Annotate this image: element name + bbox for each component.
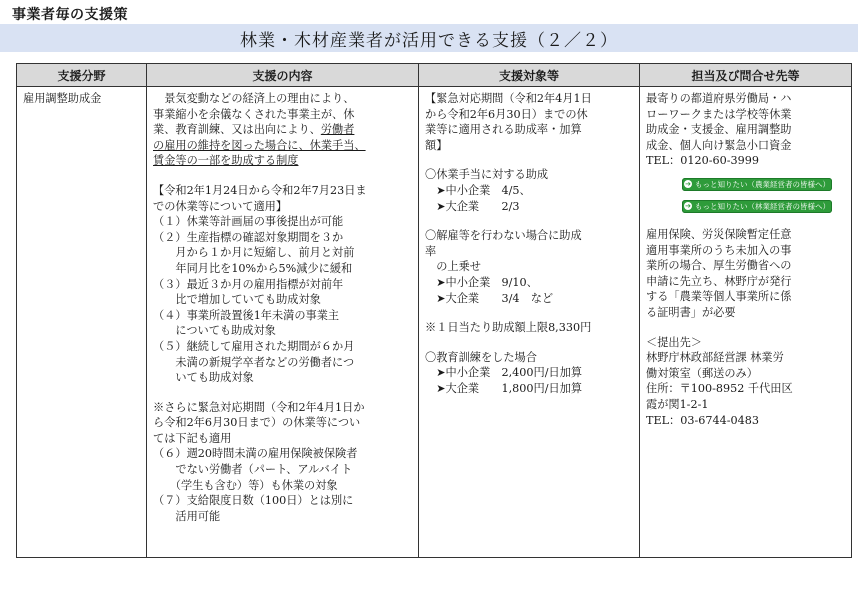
contact-address: 霞が関1-2-1 [646, 397, 709, 411]
content-line: 月から１か月に短縮し、前月と対前 [153, 246, 355, 260]
content-line: 事業縮小を余儀なくされた事業主が、休 [153, 107, 355, 121]
contact-phone: TEL：0120-60-3999 [646, 154, 759, 168]
arrow-right-icon: ➔ [685, 180, 691, 189]
target-line: 率 [425, 244, 437, 258]
target-line: ➤大企業 1,800円/日加算 [425, 381, 583, 395]
contact-line: 最寄りの都道府県労働局・ハ [646, 92, 792, 105]
content-line: についても助成対象 [153, 324, 276, 338]
content-line: （４）事業所設置後1年未満の事業主 [153, 308, 340, 322]
target-line: 〇教育訓練をした場合 [425, 350, 537, 364]
more-info-farm-label: もっと知りたい（農業経営者の皆様へ） [695, 179, 830, 189]
cell-content [147, 87, 419, 558]
content-line: 未満の新規学卒者などの労働者につ [153, 355, 355, 369]
target-line: ➤中小企業 9/10、 [425, 275, 538, 289]
contact-phone: TEL：03-6744-0483 [646, 413, 759, 427]
content-line: （５）継続して雇用された期間が６か月 [153, 339, 355, 353]
content-line: （７）支給限度日数（100日）とは別に [153, 494, 354, 508]
field-name: 雇用調整助成金 [23, 92, 102, 105]
header-content: 支援の内容 [147, 64, 419, 87]
more-info-forest-label: もっと知りたい（林業経営者の皆様へ） [695, 201, 830, 211]
content-line: でない労働者（パート、アルバイト [153, 463, 353, 477]
table-row [17, 87, 852, 558]
content-line: での休業等について適用】 [153, 199, 288, 213]
contact-line: 働対策室（郵送のみ） [646, 366, 758, 380]
target-line: ※１日当たり助成額上限8,330円 [425, 321, 592, 335]
target-line: 【緊急対応期間（令和2年4月1日 [425, 92, 592, 105]
content-line: ※さらに緊急対応期間（令和2年4月1日か [153, 400, 365, 414]
content-line: （６）週20時間未満の雇用保険被保険者 [153, 447, 358, 461]
content-line: 比で増加していても助成対象 [153, 293, 321, 307]
content-line: ては下記も適用 [153, 431, 232, 445]
content-line: 【令和2年1月24日から令和2年7月23日ま [153, 183, 367, 197]
contact-line: する「農業等個人事業所に係 [646, 290, 792, 304]
content-line [153, 122, 412, 138]
contact-line: ローワークまたは学校等休業 [646, 107, 792, 121]
header-contact: 担当及び問合せ先等 [640, 64, 852, 87]
target-line: 〇解雇等を行わない場合に助成 [425, 229, 582, 243]
target-line: ➤大企業 3/4 など [425, 291, 554, 305]
contact-line: 雇用保険、労災保険暫定任意 [646, 227, 792, 241]
cell-target [419, 87, 640, 558]
table-header-row [17, 64, 852, 87]
content-line: （２）生産指標の確認対象期間を３か [153, 230, 344, 244]
contact-line: 成金、個人向け緊急小口資金 [646, 138, 792, 152]
target-line: の上乗せ [425, 260, 481, 274]
contact-line: 業所の場合、厚生労働省への [646, 259, 792, 273]
target-line: ➤大企業 2/3 [425, 199, 520, 213]
content-text: 業、教育訓練、又は出向により、 [153, 123, 321, 137]
content-underlined: 賃金等の一部を助成する制度 [153, 154, 299, 168]
support-table [16, 63, 852, 558]
cell-contact [640, 87, 852, 558]
more-info-forest-button[interactable] [682, 200, 832, 213]
content-line: （１）休業等計画届の事後提出が可能 [153, 215, 344, 229]
content-line: （３）最近３か月の雇用指標が対前年 [153, 277, 344, 291]
contact-line: 適用事業所のうち未加入の事 [646, 243, 792, 257]
page-title: 林業・木材産業者が活用できる支援（２／２） [240, 30, 618, 51]
contact-line: 助成金・支援金、雇用調整助 [646, 123, 792, 137]
contact-line: 申請に先立ち、林野庁が発行 [646, 274, 792, 288]
target-line: 額】 [425, 138, 448, 152]
content-line: （学生も含む）等）も休業の対象 [153, 478, 338, 492]
more-info-farm-button[interactable] [682, 178, 832, 191]
section-label: 事業者毎の支援策 [12, 7, 128, 23]
content-line: ら令和2年6月30日まで）の休業等につい [153, 416, 361, 430]
target-line: ➤中小企業 2,400円/日加算 [425, 366, 583, 380]
header-target: 支援対象等 [419, 64, 640, 87]
content-underlined: の雇用の維持を図った場合に、休業手当、 [153, 138, 366, 152]
title-bar [0, 24, 858, 52]
content-line: 景気変動などの経済上の理由により、 [153, 92, 355, 105]
target-line: 〇休業手当に対する助成 [425, 168, 549, 182]
content-line: 年同月比を10%から5%減少に緩和 [153, 261, 353, 275]
contact-line: ＜提出先＞ [646, 335, 702, 349]
target-line: 業等に適用される助成率・加算 [425, 123, 582, 137]
arrow-right-icon: ➔ [685, 202, 691, 211]
cell-field [17, 87, 147, 558]
target-line: ➤中小企業 4/5、 [425, 183, 531, 197]
target-line: から令和2年6月30日）までの休 [425, 107, 588, 121]
content-line: いても助成対象 [153, 371, 254, 385]
contact-line: 林野庁林政部経営課 林業労 [646, 351, 784, 365]
contact-address: 住所：〒100-8952 千代田区 [646, 382, 793, 396]
contact-line: る証明書」が必要 [646, 305, 736, 319]
content-line: 活用可能 [153, 509, 221, 523]
header-field: 支援分野 [17, 64, 147, 87]
content-underlined: 労働者 [320, 123, 355, 137]
